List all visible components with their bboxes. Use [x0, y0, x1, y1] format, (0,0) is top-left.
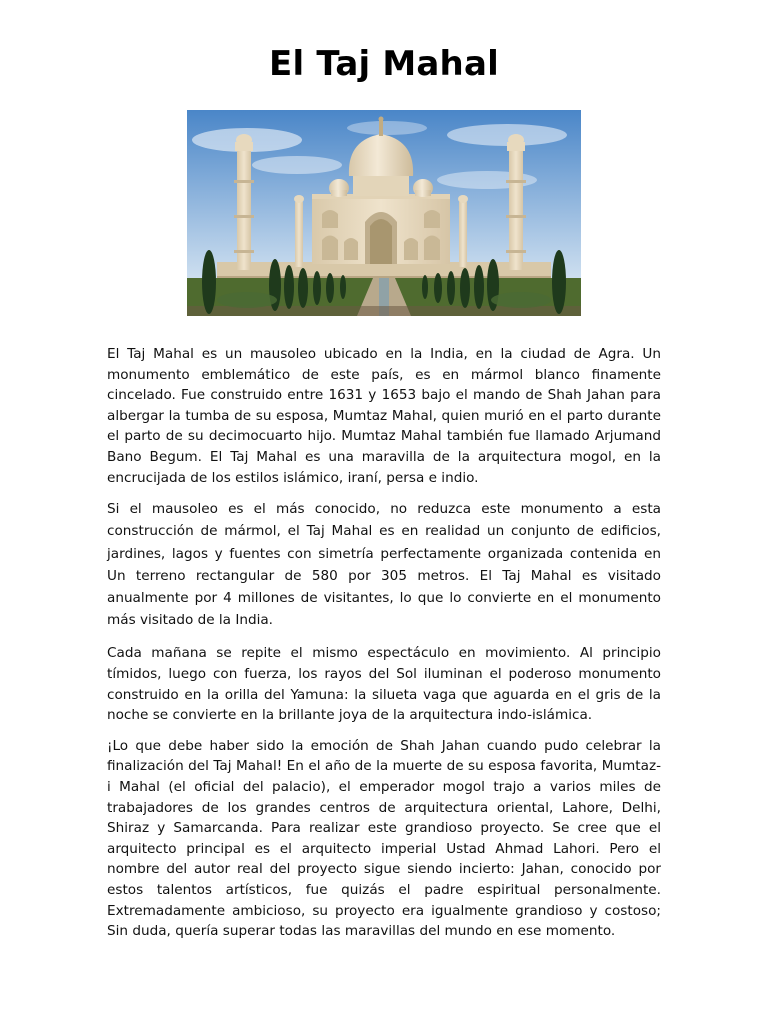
paragraph-4: ¡Lo que debe haber sido la emoción de Shah Jahan cuando pudo celebrar la finalización del Taj Mahal! En el año de la muerte de su esposa favorita, Mumtaz-i Mahal (el oficial del palacio), el emperador mogol trajo a varios miles de trabajadores de los grandes centros de arquitectura oriental, Lahore, Delhi, Shiraz y Samarcanda. Para realizar este grandioso proyecto. Se cree que el arquitecto principal es el arquitecto imperial Ustad Ahmad Lahori. Pero el nombre del autor real del proyecto sigue siendo incierto: Jahan, conocido por estos talentos artísticos, fue quizás el padre espiritual personalmente. Extremadamente ambicioso, su proyecto era igualmente grandioso y costoso; Sin duda, quería superar todas las maravillas del mundo en ese momento. [107, 737, 661, 940]
paragraph-2: Si el mausoleo es el más conocido, no reduzca este monumento a esta construcción de mármol, el Taj Mahal es en realidad un conjunto de edificios, jardines, lagos y fuentes con simetría perfectamente organizada contenida en Un terreno rectangular de 580 por 305 metros. El Taj Mahal es visitado anualmente por 4 millones de visitantes, lo que lo convierte en el monumento más visitado de la India. [107, 501, 661, 629]
article-body [107, 344, 661, 952]
taj-mahal-photo [187, 110, 581, 316]
paragraph-3: Cada mañana se repite el mismo espectáculo en movimiento. Al principio tímidos, luego con fuerza, los rayos del Sol iluminan el poderoso monumento construido en la orilla del Yamuna: la silueta vaga que aguarda en el gris de la noche se convierte en la brillante joya de la arquitectura indo-islámica. [107, 645, 661, 724]
page-title: El Taj Mahal [269, 44, 499, 84]
paragraph-1: El Taj Mahal es un mausoleo ubicado en la India, en la ciudad de Agra. Un monumento emblemático de este país, es en mármol blanco finamente cincelado. Fue construido entre 1631 y 1653 bajo el mando de Shah Jahan para albergar la tumba de su esposa, Mumtaz Mahal, quien murió en el parto durante el parto de su decimocuarto hijo. Mumtaz Mahal también fue llamado Arjumand Bano Begum. El Taj Mahal es una maravilla de la arquitectura mogol, en la encrucijada de los estilos islámico, iraní, persa e indio. [107, 346, 661, 486]
